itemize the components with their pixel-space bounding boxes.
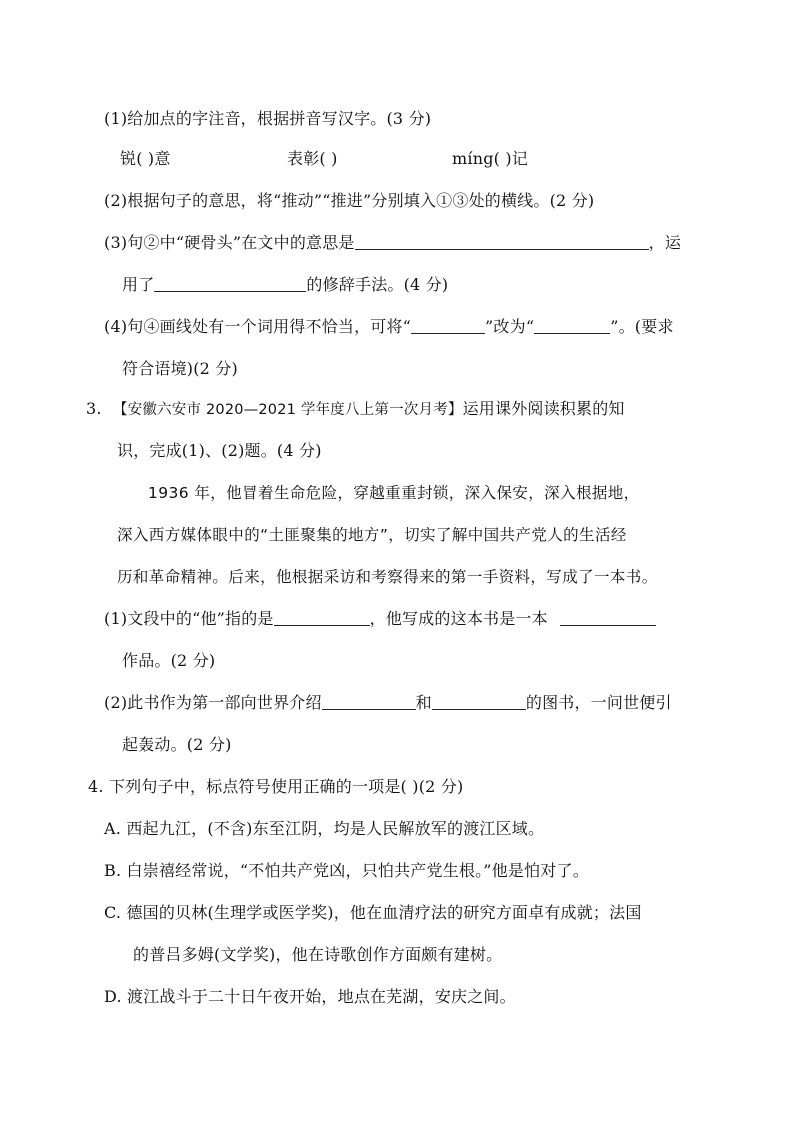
q3-sub1-blank-1[interactable] (274, 611, 370, 626)
q2-sub4-text-a: (4)句④画线处有一个词用得不恰当，可将“ (104, 317, 412, 336)
q2-word-3-rest: )记 (500, 149, 529, 168)
q3-sub1-blank-2[interactable] (560, 611, 656, 626)
q2-sub3-line2 (122, 274, 448, 296)
q4-option-d: D. 渡江战斗于二十日午夜开始，地点在芜湖，安庆之间。 (104, 987, 516, 1006)
q3-stem-text-a: 运用课外阅读积累的知 (462, 399, 625, 418)
q2-sub3-text-b: ，运 (648, 233, 682, 252)
q2-word-2: 表彰( ) (287, 149, 338, 168)
q2-word-1: 锐( )意 (120, 149, 171, 168)
q3-sub1-line2: 作品。(2 分) (122, 651, 216, 670)
q2-sub3-text-d: 的修辞手法。(4 分) (306, 275, 449, 294)
q2-sub4-text-c: ”。(要求 (610, 317, 674, 336)
q3-sub1-text-b: ，他写成的这本书是一本 (369, 609, 548, 628)
q2-sub3-line1 (104, 232, 681, 254)
q2-sub4-line2: 符合语境)(2 分) (122, 359, 238, 378)
q3-sub2-text-c: 的图书，一问世便引 (525, 693, 672, 712)
q3-sub1-text-a: (1)文段中的“他”指的是 (104, 609, 274, 628)
q4-option-c-line1: C. 德国的贝林(生理学或医学奖)，他在血清疗法的研究方面卓有成就；法国 (104, 903, 642, 922)
q2-sub3-blank-1[interactable] (355, 235, 649, 250)
q2-word-3 (452, 148, 528, 170)
q3-source: 【安徽六安市 2020—2021 学年度八上第一次月考】 (112, 402, 463, 418)
q4-option-c-line2: 的普吕多姆(文学奖)，他在诗歌创作方面颇有建树。 (133, 945, 503, 964)
q3-sub2-line2: 起轰动。(2 分) (122, 735, 232, 754)
q3-sub2-line1 (104, 692, 672, 714)
q3-passage-line1: 1936 年，他冒着生命危险，穿越重重封锁，深入保安，深入根据地， (148, 484, 640, 502)
q3-passage-line3: 历和革命精神。后来，他根据采访和考察得来的第一手资料，写成了一本书。 (117, 568, 658, 586)
q2-word-3-pinyin: míng( (452, 149, 501, 168)
q2-sub3-blank-2[interactable] (154, 277, 306, 292)
q2-sub1: (1)给加点的字注音，根据拼音写汉字。(3 分) (104, 109, 432, 128)
q3-sub2-blank-1[interactable] (322, 695, 416, 710)
q2-sub4-text-b: ”改为“ (485, 317, 535, 336)
q4-stem: 4. 下列句子中，标点符号使用正确的一项是( )(2 分) (88, 777, 464, 796)
q3-number: 3. (86, 399, 102, 418)
q2-sub4-blank-1[interactable] (411, 319, 485, 334)
q4-option-b: B. 白崇禧经常说，“不怕共产党凶，只怕共产党生根。”他是怕对了。 (104, 861, 589, 880)
q3-sub2-text-a: (2)此书作为第一部向世界介绍 (104, 693, 322, 712)
q3-stem-line2: 识，完成(1)、(2)题。(4 分) (117, 441, 322, 460)
q3-sub2-text-b: 和 (415, 693, 432, 712)
q2-sub4-line1 (104, 316, 674, 338)
q3-stem-line1 (86, 398, 625, 421)
q3-sub1-line1 (104, 608, 656, 630)
q3-sub2-blank-2[interactable] (432, 695, 526, 710)
q2-sub3-text-a: (3)句②中“硬骨头”在文中的意思是 (104, 233, 355, 252)
q2-sub4-blank-2[interactable] (534, 319, 610, 334)
q3-passage-line2: 深入西方媒体眼中的“土匪聚集的地方”，切实了解中国共产党人的生活经 (117, 526, 627, 544)
q2-sub3-text-c: 用了 (122, 275, 155, 294)
q2-sub2: (2)根据句子的意思，将“推动”“推进”分别填入①③处的横线。(2 分) (104, 191, 595, 210)
q4-option-a: A. 西起九江，(不含)东至江阴，均是人民解放军的渡江区域。 (104, 819, 545, 838)
